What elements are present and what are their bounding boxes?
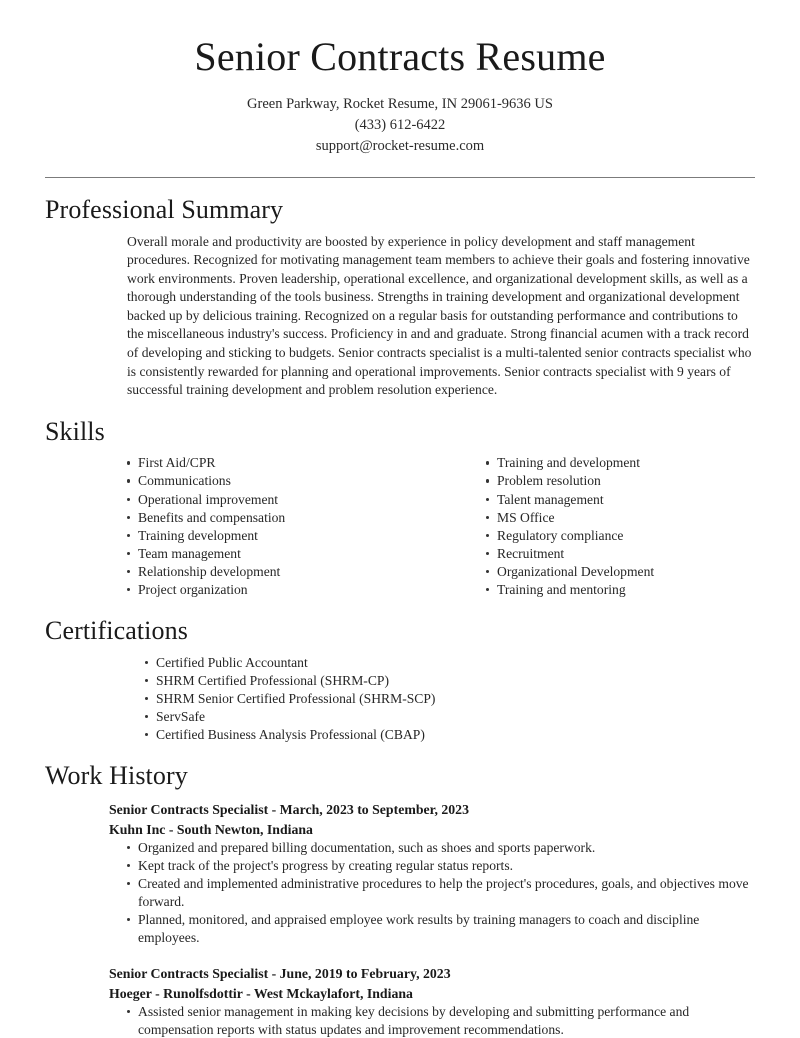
skill-item: Operational improvement <box>127 491 432 509</box>
summary-text: Overall morale and productivity are boosted by experience in policy development and staff management procedures. Recognized for motivating management team members to achieve their goals and fostering innovative work environments. Proven leadership, operational excellence, and organizational development skills, as well as a thorough understanding of the tools business. Strengths in training development and organizational development backed up by delicious training. Recognized on a regular basis for outstanding performance and contributions to the miscellaneous industry's success. Proficiency in and and graduate. Strong financial acumen with a track record of developing and sticking to budgets. Senior contracts specialist is a multi-talented senior contracts specialist who is consistently rewarded for planning and operational improvements. Senior contracts specialist with 9 years of successful training development and problem resolution experience. <box>127 233 752 398</box>
skill-item: Talent management <box>486 491 755 509</box>
certification-item: Certified Business Analysis Professional (CBAP) <box>145 726 755 744</box>
job-bullet-item: Kept track of the project's progress by creating regular status reports. <box>127 857 755 875</box>
skill-item: Communications <box>127 472 432 490</box>
section-heading-skills: Skills <box>45 416 105 446</box>
work-history-entry <box>45 800 755 946</box>
skills-list-right <box>468 454 755 598</box>
skill-item: Problem resolution <box>486 472 755 490</box>
job-bullet-item: Planned, monitored, and appraised employee work results by training managers to coach and discipline employees. <box>127 911 755 946</box>
skill-item: Training and mentoring <box>486 581 755 599</box>
skill-item: Benefits and compensation <box>127 509 432 527</box>
skill-item: Organizational Development <box>486 563 755 581</box>
skill-item: Relationship development <box>127 563 432 581</box>
skills-column-right <box>432 454 755 599</box>
section-skills <box>45 416 755 599</box>
skill-item: Project organization <box>127 581 432 599</box>
certification-item: Certified Public Accountant <box>145 654 755 672</box>
job-bullet-list <box>109 839 755 946</box>
certification-item: SHRM Certified Professional (SHRM-CP) <box>145 672 755 690</box>
job-title: Senior Contracts Specialist - March, 2023 to September, 2023 <box>109 802 469 818</box>
job-company: Kuhn Inc - South Newton, Indiana <box>109 821 313 837</box>
section-heading-certifications: Certifications <box>45 616 188 646</box>
contact-address: Green Parkway, Rocket Resume, IN 29061-9636 US <box>247 96 553 112</box>
skill-item: MS Office <box>486 509 755 527</box>
contact-phone: (433) 612-6422 <box>354 117 446 133</box>
skill-item: Training development <box>127 527 432 545</box>
skill-item: Recruitment <box>486 545 755 563</box>
page-title: Senior Contracts Resume <box>194 34 606 79</box>
job-bullet-list <box>109 1003 755 1038</box>
section-work-history <box>45 760 755 1038</box>
job-company: Hoeger - Runolfsdottir - West Mckaylafort, Indiana <box>109 985 413 1001</box>
section-heading-work-history: Work History <box>45 760 188 790</box>
contact-email: support@rocket-resume.com <box>315 138 485 154</box>
section-certifications <box>45 615 755 743</box>
skills-column-left <box>109 454 432 599</box>
job-bullet-item: Created and implemented administrative procedures to help the project's procedures, goals, and objectives move forward. <box>127 875 755 910</box>
work-history-list <box>45 800 755 1038</box>
section-professional-summary <box>45 194 755 400</box>
job-bullet-item: Assisted senior management in making key decisions by developing and submitting performance and compensation reports with status updates and improvement recommendations. <box>127 1003 755 1038</box>
certification-item: ServSafe <box>145 708 755 726</box>
skills-columns <box>45 454 755 599</box>
certifications-body <box>45 654 755 744</box>
skills-list-left <box>109 454 432 598</box>
skill-item: Training and development <box>486 454 755 472</box>
section-heading-summary: Professional Summary <box>45 195 284 224</box>
summary-body <box>45 233 755 400</box>
header-divider <box>45 177 755 178</box>
skill-item: Regulatory compliance <box>486 527 755 545</box>
skill-item: Team management <box>127 545 432 563</box>
certification-item: SHRM Senior Certified Professional (SHRM-SCP) <box>145 690 755 708</box>
contact-info <box>45 94 755 157</box>
skill-item: First Aid/CPR <box>127 454 432 472</box>
job-bullet-item: Organized and prepared billing documentation, such as shoes and sports paperwork. <box>127 839 755 857</box>
job-title: Senior Contracts Specialist - June, 2019 to February, 2023 <box>109 966 451 982</box>
certifications-list <box>127 654 755 744</box>
work-history-entry <box>45 964 755 1038</box>
